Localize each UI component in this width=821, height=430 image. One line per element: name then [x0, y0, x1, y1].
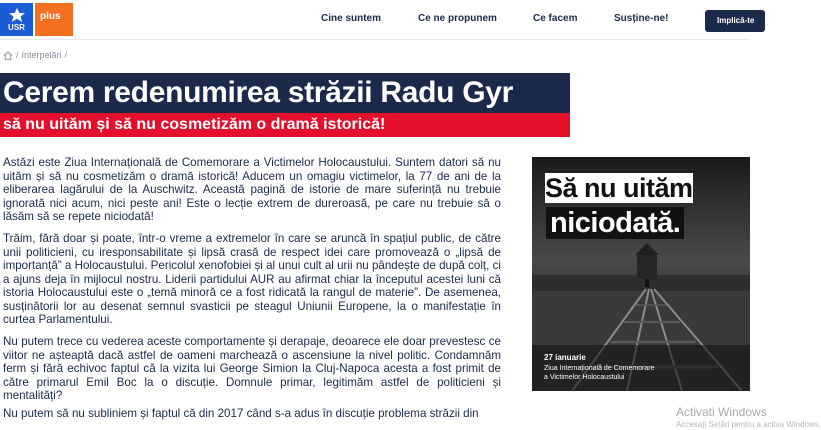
page-title: Cerem redenumirea străzii Radu Gyr	[0, 73, 570, 113]
implica-te-button[interactable]: Implică-te	[705, 10, 765, 32]
windows-activation-hint: Accesați Setări pentru a activa Windows.	[676, 420, 821, 429]
poster-headline-line2: niciodată.	[546, 207, 684, 239]
breadcrumb	[3, 50, 67, 60]
poster-caption-line1: Ziua Internațională de Comemorare	[544, 365, 655, 372]
plus-logo[interactable]	[35, 3, 73, 36]
poster-headline-line1: Să nu uităm	[545, 173, 693, 203]
breadcrumb-separator-trailing: /	[64, 50, 68, 60]
plus-logo-label: plus	[40, 11, 61, 22]
page-subtitle: să nu uităm și să nu cosmetizăm o dramă istorică!	[0, 113, 570, 137]
poster-date: 27 ianuarie	[544, 353, 586, 362]
nav-sustine-ne[interactable]: Susține-ne!	[614, 13, 669, 24]
windows-activation-watermark: Activati Windows	[676, 405, 767, 419]
breadcrumb-separator: /	[16, 50, 19, 60]
nav-ce-facem[interactable]: Ce facem	[533, 13, 578, 24]
star-icon	[7, 8, 27, 22]
article-paragraph-2: Trăim, fără doar și poate, într-o vreme a extremelor în care se aruncă în spațiul public, de către unii politicieni, cu iresponsabilitate și lipsă crasă de respect idei care promovează o „lipsă de importanță” a Holocaustului. Pericolul xenofobiei și al unui cult al urii nu pândește de după colț, ci a ajuns deja în mijlocul nostru. Liderii partidului AUR au afirmat chiar la începutul acestei luni că istoria Holocaustului este o „temă minoră ce a fost ridicată la rangul de materie”. De asemenea, susținătorii lor au desenat semnul svasticii pe steagul Uniunii Europene, la o manifestație în curtea Parlamentului.	[3, 232, 501, 326]
article-paragraph-1: Astăzi este Ziua Internațională de Comemorare a Victimelor Holocaustului. Suntem datori să nu uităm și să nu cosmetizăm o dramă istorică! Aducem un omagiu victimelor, la 77 de ani de la eliberarea lagărului de la Auschwitz. Această pagină de istorie de mare suferință nu trebuie ignorată nici acum, nici peste ani! Este o lecție extrem de dureroasă, pe care nu trebuie să o lăsăm să se repete niciodată!	[3, 156, 501, 223]
article-paragraph-3: Nu putem trece cu vederea aceste comportamente și derapaje, deoarece ele doar prevestesc ce viitor ne așteaptă dacă astfel de oameni marchează o ascensiune la nivel politic. Condamnăm ferm și fără echivoc faptul că la vizita lui George Simion la Cluj-Napoca acesta a fost primit de către primarul Emil Boc la o discuție. Domnule primar, legitimăm astfel de politicieni și mentalități?	[3, 335, 501, 402]
nav-ce-ne-propunem[interactable]: Ce ne propunem	[418, 13, 497, 24]
nav-cine-suntem[interactable]: Cine suntem	[321, 13, 382, 24]
breadcrumb-interpelari[interactable]: Interpelări	[21, 50, 62, 60]
holocaust-remembrance-poster	[532, 157, 750, 391]
article-paragraph-4: Nu putem să nu subliniem și faptul că din 2017 când s-a adus în discuție problema străzii din	[3, 407, 479, 420]
usr-logo[interactable]	[0, 3, 33, 36]
poster-caption-line2: a Victimelor Holocaustului	[544, 374, 625, 381]
home-icon[interactable]	[3, 51, 13, 60]
site-header	[0, 0, 755, 40]
usr-logo-label: USR	[8, 22, 25, 32]
